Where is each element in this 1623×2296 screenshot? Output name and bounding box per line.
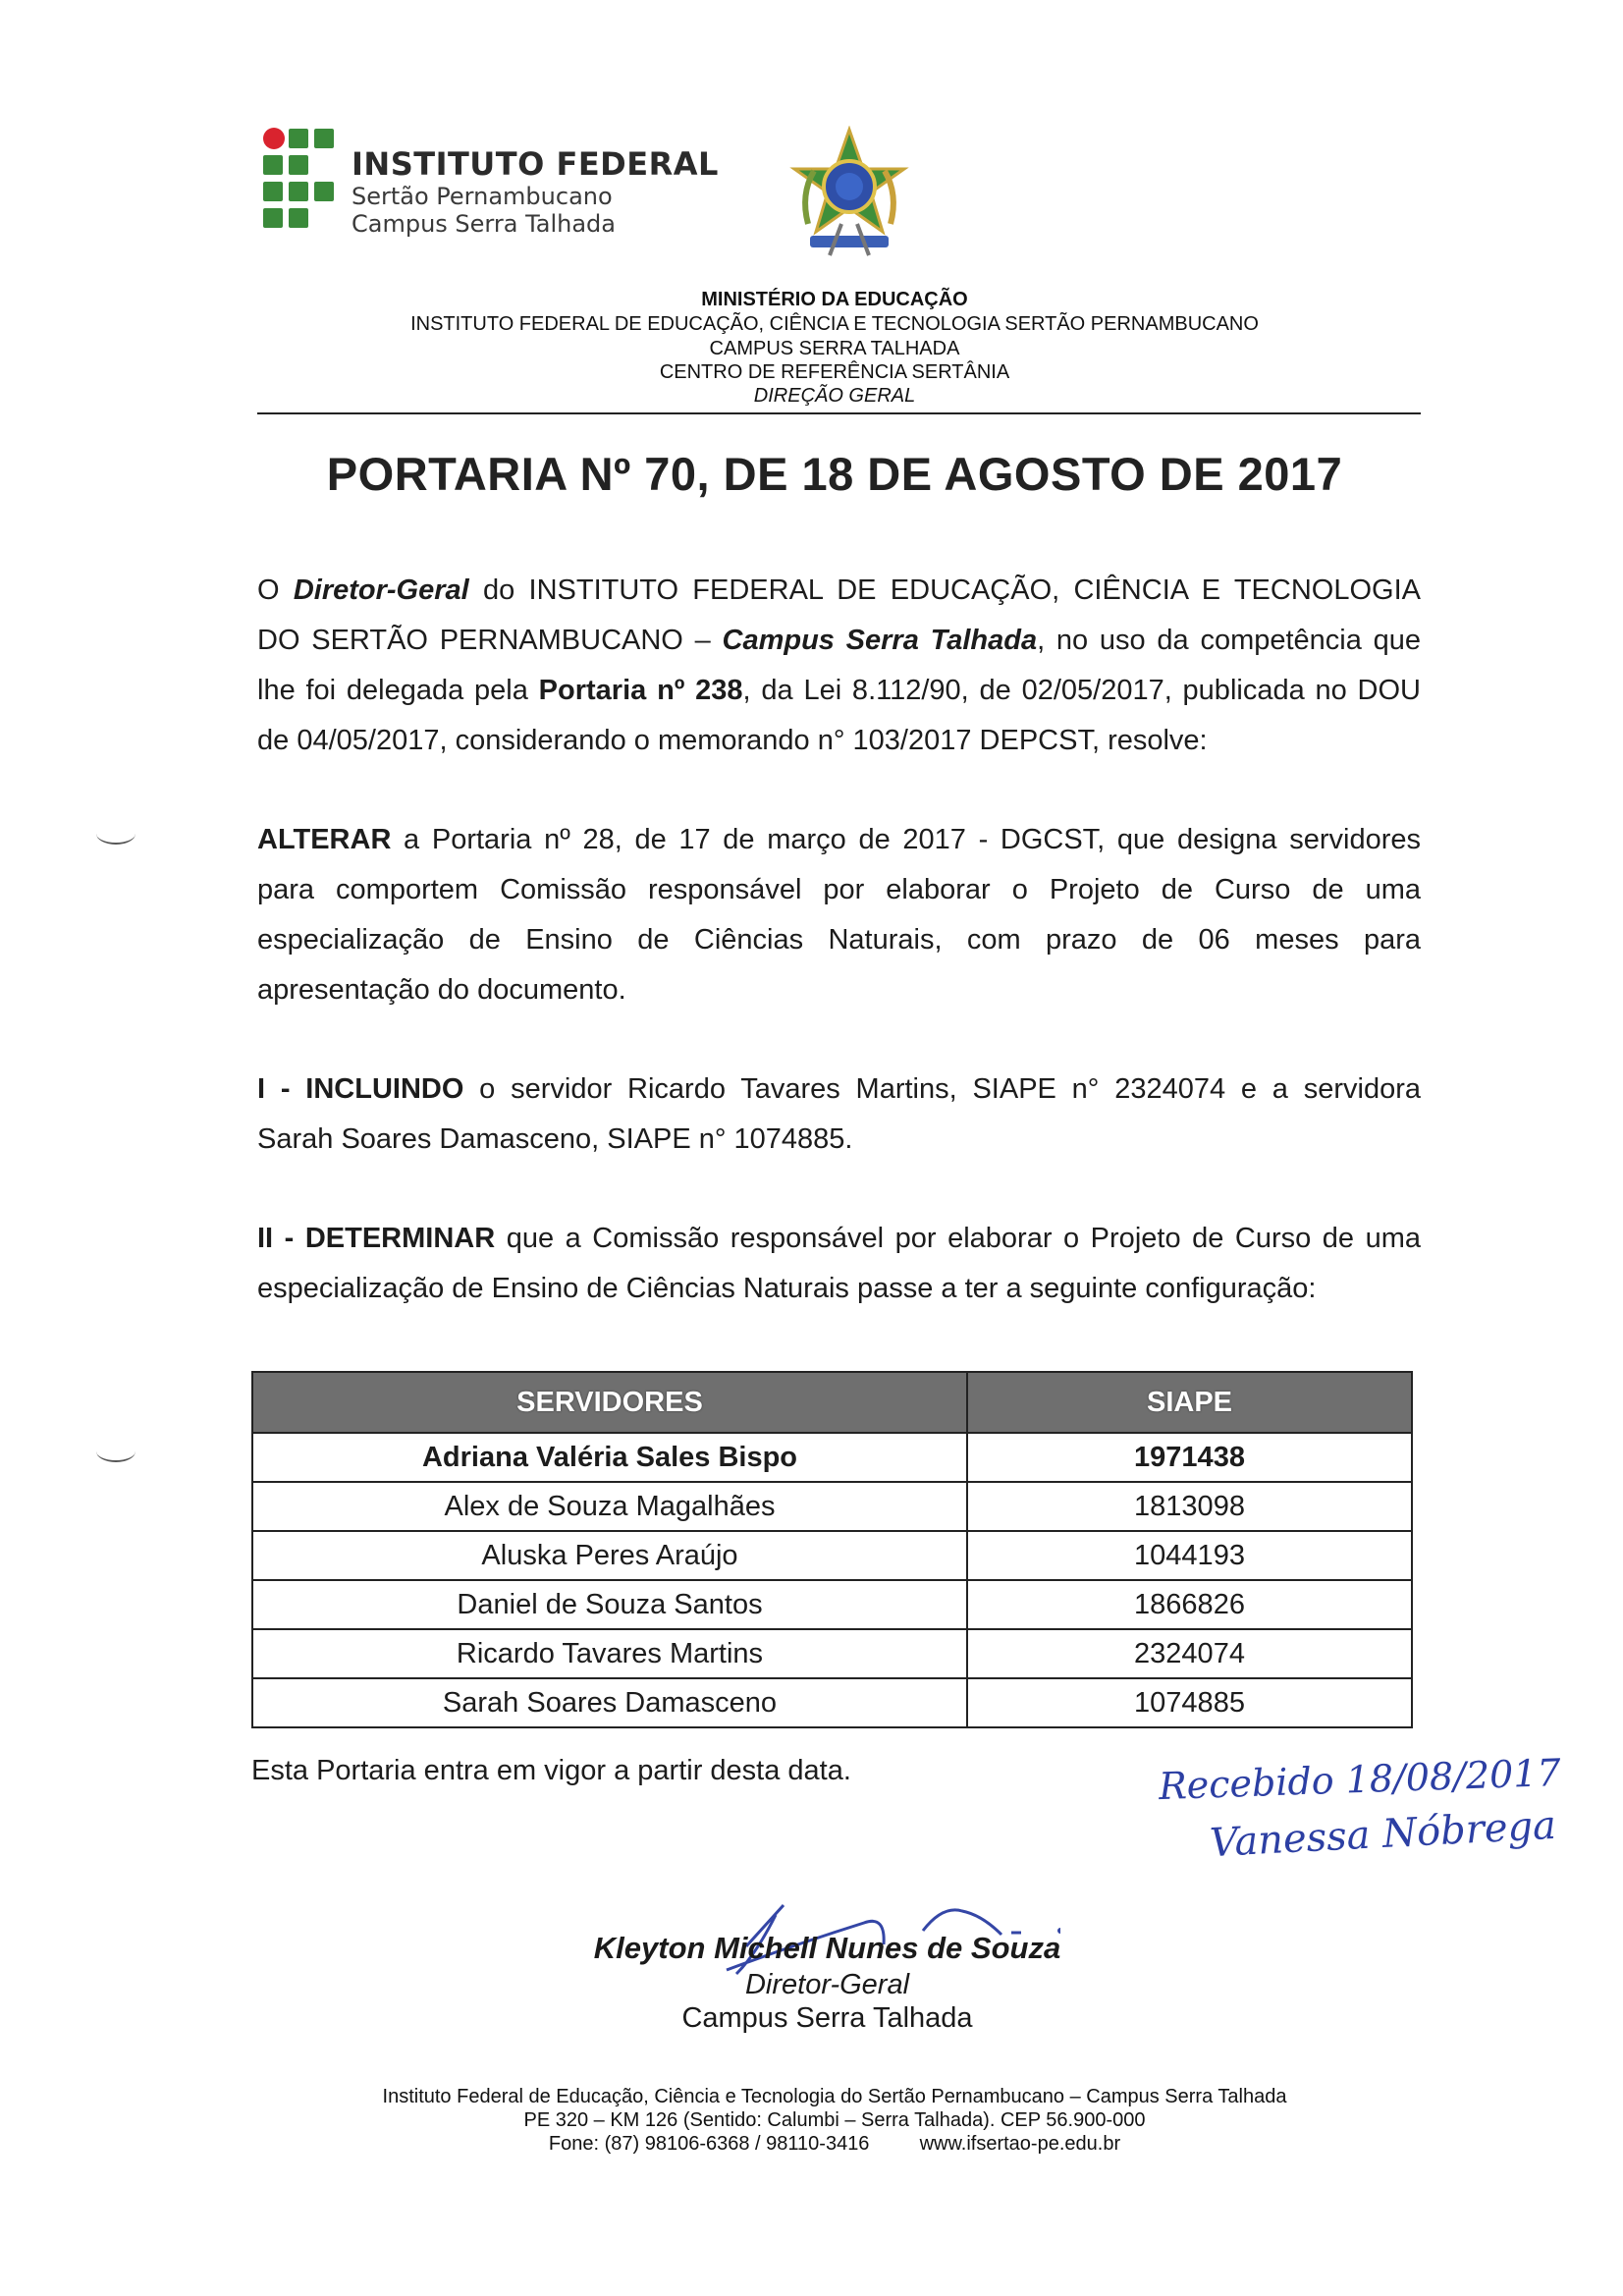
text: de 04/05/2017, considerando o memorando n° 103/2017 DEPCST, resolve: bbox=[257, 725, 1208, 756]
header-divider bbox=[257, 412, 1421, 414]
column-header-servidores: SERVIDORES bbox=[252, 1372, 967, 1433]
committee-table bbox=[251, 1371, 1413, 1728]
closing-statement: Esta Portaria entra em vigor a partir desta data. bbox=[251, 1755, 851, 1786]
logo-campus: Campus Serra Talhada bbox=[352, 210, 616, 238]
paragraph-alterar bbox=[257, 815, 1421, 1015]
text: que a Comissão responsável por elaborar o Projeto de Curso de uma bbox=[495, 1223, 1421, 1254]
text: DO SERTÃO PERNAMBUCANO – bbox=[257, 625, 723, 656]
text: Sarah Soares Damasceno, SIAPE n° 1074885. bbox=[257, 1123, 853, 1155]
table-row bbox=[252, 1678, 1412, 1727]
text-bold: ALTERAR bbox=[257, 824, 392, 855]
table-row bbox=[252, 1433, 1412, 1482]
footer-institution: Instituto Federal de Educação, Ciência e Tecnologia do Sertão Pernambucano – Campus Serra Talhada bbox=[382, 2086, 1287, 2107]
handwritten-receiver-name: Vanessa Nóbrega bbox=[1209, 1802, 1558, 1867]
text: do INSTITUTO FEDERAL DE EDUCAÇÃO, CIÊNCIA E TECNOLOGIA bbox=[468, 574, 1421, 606]
footer-phone: Fone: (87) 98106-6368 / 98110-3416 bbox=[548, 2133, 870, 2155]
footer-address: PE 320 – KM 126 (Sentido: Calumbi – Serra Talhada). CEP 56.900-000 bbox=[523, 2109, 1146, 2131]
text: a Portaria nº 28, de 17 de março de 2017 - DGCST, que designa servidores bbox=[391, 824, 1421, 855]
logo-square bbox=[289, 182, 308, 201]
text: O bbox=[257, 574, 294, 606]
column-header-siape: SIAPE bbox=[967, 1372, 1412, 1433]
paragraph-incluindo bbox=[257, 1065, 1421, 1165]
logo-square bbox=[289, 155, 308, 175]
text: lhe foi delegada pela bbox=[257, 675, 539, 706]
table-header-row bbox=[252, 1372, 1412, 1433]
header-campus: CAMPUS SERRA TALHADA bbox=[709, 338, 960, 359]
text: , no uso da competência que bbox=[1037, 625, 1422, 656]
cell-siape: 1044193 bbox=[967, 1531, 1412, 1580]
header-center: CENTRO DE REFERÊNCIA SERTÂNIA bbox=[659, 361, 1010, 383]
header-ministry: MINISTÉRIO DA EDUCAÇÃO bbox=[701, 289, 968, 310]
coat-of-arms-emblem bbox=[781, 126, 918, 263]
punch-hole-mark bbox=[96, 1441, 135, 1462]
text: especialização de Ensino de Ciências Naturais, com prazo de 06 meses para bbox=[257, 924, 1421, 956]
paragraph-preamble bbox=[257, 566, 1421, 766]
table-row bbox=[252, 1629, 1412, 1678]
text-bold: I - INCLUINDO bbox=[257, 1073, 464, 1105]
cell-name: Sarah Soares Damasceno bbox=[252, 1678, 967, 1727]
cell-name: Ricardo Tavares Martins bbox=[252, 1629, 967, 1678]
punch-hole-mark bbox=[96, 823, 135, 845]
table-row bbox=[252, 1531, 1412, 1580]
signatory-campus: Campus Serra Talhada bbox=[681, 2002, 973, 2034]
logo-red-dot bbox=[263, 128, 285, 149]
signatory-name: Kleyton Michell Nunes de Souza bbox=[593, 1931, 1061, 1965]
institute-logo-text bbox=[352, 145, 719, 238]
cell-name: Daniel de Souza Santos bbox=[252, 1580, 967, 1629]
logo-title: INSTITUTO FEDERAL bbox=[352, 145, 719, 183]
text: o servidor Ricardo Tavares Martins, SIAPE n° 2324074 e a servidora bbox=[463, 1073, 1421, 1105]
text-bold-italic: Campus Serra Talhada bbox=[722, 625, 1038, 656]
paragraph-determinar bbox=[257, 1214, 1421, 1314]
text-bold-italic: Diretor-Geral bbox=[293, 574, 469, 606]
cell-siape: 1813098 bbox=[967, 1482, 1412, 1531]
cell-siape: 1074885 bbox=[967, 1678, 1412, 1727]
table-row bbox=[252, 1482, 1412, 1531]
logo-square bbox=[263, 155, 283, 175]
cell-name: Alex de Souza Magalhães bbox=[252, 1482, 967, 1531]
logo-square bbox=[314, 182, 334, 201]
text: especialização de Ensino de Ciências Naturais passe a ter a seguinte configuração: bbox=[257, 1273, 1317, 1304]
header-direction: DIREÇÃO GERAL bbox=[753, 385, 916, 407]
logo-square bbox=[263, 208, 283, 228]
footer-website[interactable]: www.ifsertao-pe.edu.br bbox=[919, 2133, 1121, 2155]
cell-name: Aluska Peres Araújo bbox=[252, 1531, 967, 1580]
logo-square bbox=[314, 129, 334, 148]
text: , da Lei 8.112/90, de 02/05/2017, publicada no DOU bbox=[742, 675, 1421, 706]
text: apresentação do documento. bbox=[257, 974, 626, 1006]
document-title: PORTARIA Nº 70, DE 18 DE AGOSTO DE 2017 bbox=[326, 448, 1343, 500]
text: para comportem Comissão responsável por elaborar o Projeto de Curso de uma bbox=[257, 874, 1421, 905]
text-bold: Portaria nº 238 bbox=[538, 675, 743, 706]
logo-square bbox=[289, 208, 308, 228]
institute-logo-grid bbox=[263, 128, 342, 234]
cell-name: Adriana Valéria Sales Bispo bbox=[252, 1433, 967, 1482]
table-row bbox=[252, 1580, 1412, 1629]
header-institute: INSTITUTO FEDERAL DE EDUCAÇÃO, CIÊNCIA E TECNOLOGIA SERTÃO PERNAMBUCANO bbox=[410, 313, 1259, 335]
handwritten-received-date: Recebido 18/08/2017 bbox=[1158, 1750, 1562, 1809]
cell-siape: 2324074 bbox=[967, 1629, 1412, 1678]
logo-square bbox=[263, 182, 283, 201]
cell-siape: 1971438 bbox=[967, 1433, 1412, 1482]
cell-siape: 1866826 bbox=[967, 1580, 1412, 1629]
signatory-role: Diretor-Geral bbox=[744, 1969, 910, 2000]
footer-contact bbox=[255, 2132, 1414, 2156]
logo-square bbox=[289, 129, 308, 148]
logo-subtitle: Sertão Pernambucano bbox=[352, 183, 613, 210]
text-bold: II - DETERMINAR bbox=[257, 1223, 496, 1254]
